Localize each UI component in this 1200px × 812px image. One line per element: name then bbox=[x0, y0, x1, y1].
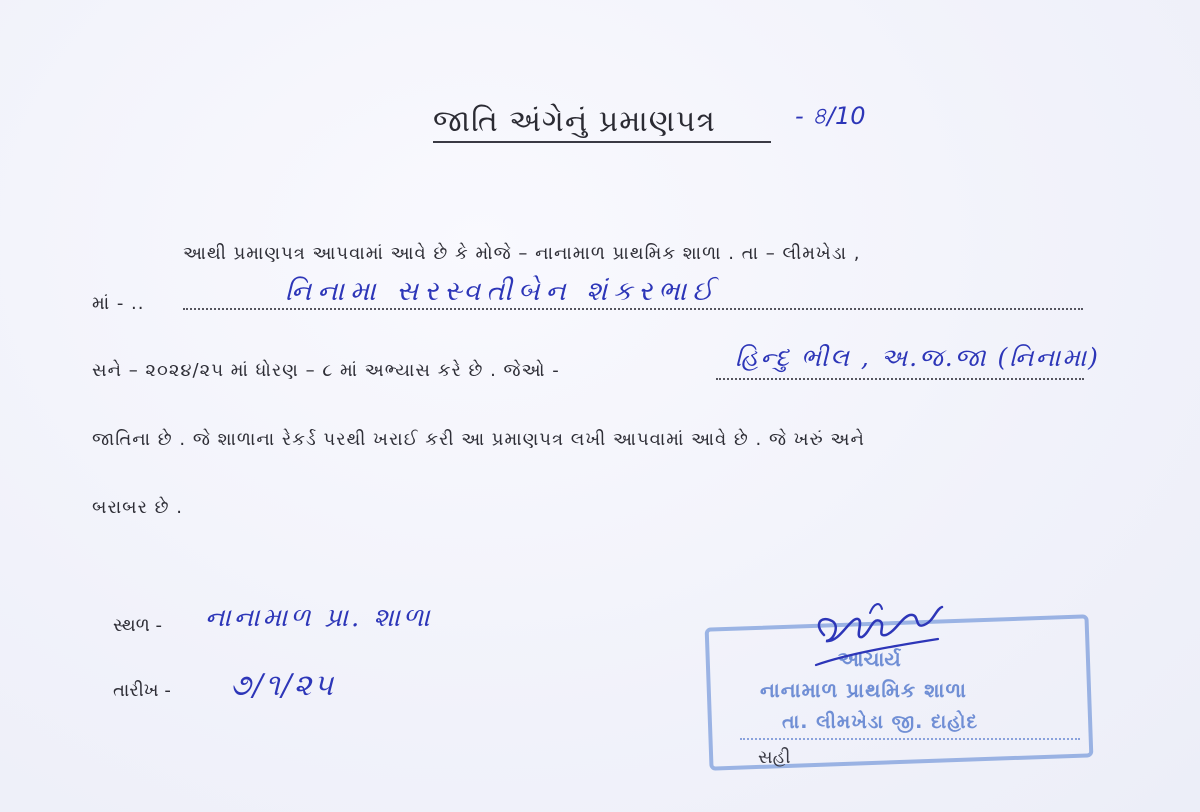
principal-signature bbox=[810, 595, 950, 670]
caste-handwritten: હિન્દુ ભીલ , અ.જ.જા (નિનામા) bbox=[735, 343, 1100, 372]
paragraph-line-4: જાતિના છે . જે શાળાના રેકર્ડ પરથી ખરાઈ કરી આ પ્રમાણપત્ર લખી આપવામાં આવે છે . જે ખરું અને bbox=[92, 429, 865, 450]
stamp-school-name: નાનામાળ પ્રાથમિક શાળા bbox=[760, 678, 967, 702]
date-label: તારીખ - bbox=[113, 680, 171, 701]
paragraph-line-3-prefix: સને – ૨૦૨૪/૨૫ માં ધોરણ – ૮ માં અભ્યાસ કરે છે . જેઓ - bbox=[92, 360, 560, 381]
caste-dotted-line bbox=[716, 378, 1084, 380]
handwritten-reference-note: - ৪/10 bbox=[795, 102, 866, 130]
title-underline bbox=[433, 141, 771, 143]
date-handwritten: ૭/૧/૨૫ bbox=[230, 668, 336, 703]
paragraph-line-1: આથી પ્રમાણપત્ર આપવામાં આવે છે કે મોજે – નાનામાળ પ્રાથમિક શાળા . તા – લીમખેડા , bbox=[183, 243, 861, 264]
student-name-handwritten: નિનામા સરસ્વતીબેન શંકરભાઈ bbox=[285, 276, 720, 307]
place-handwritten: નાનામાળ પ્રા. શાળા bbox=[205, 603, 433, 633]
name-dotted-line bbox=[183, 308, 1083, 310]
stamp-title: આચાર્ય bbox=[838, 647, 901, 671]
place-label: સ્થળ - bbox=[113, 615, 162, 636]
certificate-title: જાતિ અંગેનું પ્રમાણપત્ર bbox=[433, 104, 716, 139]
signature-label: સહી bbox=[758, 747, 791, 768]
signature-dotted-line bbox=[740, 738, 1080, 740]
paragraph-line-2-prefix: માં - .. bbox=[92, 293, 145, 314]
paragraph-line-5: બરાબર છે . bbox=[92, 497, 184, 518]
stamp-address: તા. લીમખેડા જી. દાહોદ bbox=[782, 711, 979, 733]
